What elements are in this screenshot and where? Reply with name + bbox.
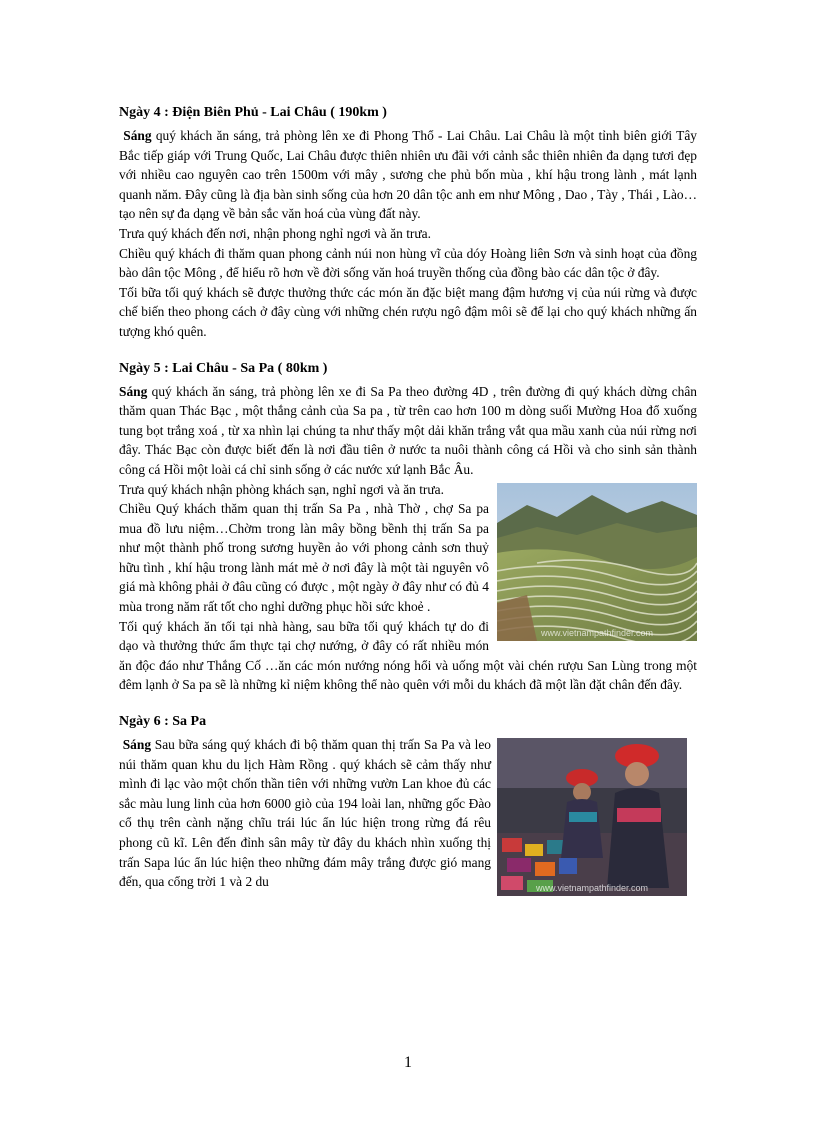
day-5-afternoon-paragraph: Chiều Quý khách thăm quan thị trấn Sa Pa , nhà Thờ , chợ Sa pa mua đồ lưu niệm…Chờm trong làn mây bồng bềnh thị trấn Sa pa như một thành phố trong sương huyền ảo với phong cảnh sơn thuỷ hữu tình , khí hậu trong lành mát mẻ ở nơi đây là một tài nguyên vô giá mà không phải ở đâu cũng có được , một ngày ở đây như có đủ 4 mùa trong năm rất tốt cho nghỉ dưỡng phục hồi sức khoẻ . — [119, 501, 489, 615]
photo-watermark: www.vietnampathfinder.com — [540, 627, 654, 638]
market-vendors-photo — [497, 738, 687, 896]
day-4-afternoon-paragraph: Chiều quý khách đi thăm quan phong cảnh núi non hùng vĩ của dóy Hoàng liên Sơn và sinh hoạt của đồng bào dân tộc Mông , để hiểu rõ hơn về đời sống văn hoá truyền thống của đồng bào các dân tộc ở đây. — [119, 245, 697, 281]
morning-label: Sáng — [119, 383, 148, 399]
day-6-title: Ngày 6 : Sa Pa — [119, 714, 207, 730]
day-6-morning-paragraph: Sáng Sau bữa sáng quý khách đi bộ thăm quan thị trấn Sa Pa và leo núi thăm quan khu du lịch Hàm Rồng . quý khách sẽ cảm thấy như mình đi lạc vào một chốn thần tiên với những vườn Lan khoe đủ các sắc màu lung linh của hơn 6000 giò của 194 loài lan, những gốc Đào cổ thụ trên cành nặng chĩu trái lúc ẩn lúc hiện trong rừng đá rêu phong cũ kĩ. Lên đến đỉnh sân mây từ đây du khách nhìn xuống thị trấn Sapa lúc ẩn lúc hiện theo những đám mây trắng được gió mang đến, qua cổng trời 1 và 2 du — [119, 737, 491, 890]
day-5-evening-paragraph: Tối quý khách ăn tối tại nhà hàng, sau bữa tối quý khách tự do đi dạo và thưởng thức ẩm thực tại chợ nướng, ở đây có rất nhiều món ăn độc đáo như Thắng Cố …ăn các món nướng nóng hổi và uống một vài chén rượu San Lùng trong một đêm lạnh ở Sa pa sẽ là những kỉ niệm không thể nào quên với mỗi du khách đã một lần đặt chân đến đây. — [119, 618, 697, 693]
rice-terraces-photo — [497, 483, 697, 641]
day-5-noon-paragraph: Trưa quý khách nhận phòng khách sạn, nghỉ ngơi và ăn trưa. — [119, 481, 444, 497]
morning-label: Sáng — [122, 737, 152, 753]
day-4-evening-paragraph: Tối bữa tối quý khách sẽ được thưởng thức các món ăn đặc biệt mang đậm hương vị của núi rừng và được chế biến theo phong cách ở đây cùng với những chén rượu ngô đậm môi sẽ để lại cho quý khách những ấn tượng khó quên. — [119, 284, 697, 339]
document-body — [119, 104, 697, 898]
day-4-title: Ngày 4 : Điện Biên Phủ - Lai Châu ( 190km ) — [119, 105, 387, 120]
day-6-section — [119, 713, 697, 892]
photo-watermark: www.vietnampathfinder.com — [535, 883, 649, 894]
page-number: 1 — [404, 1054, 412, 1071]
day-5-section — [119, 360, 697, 696]
day-4-section — [119, 104, 697, 342]
day-4-morning-paragraph: Sáng quý khách ăn sáng, trả phòng lên xe đi Phong Thổ - Lai Châu. Lai Châu là một tỉnh biên giới Tây Bắc tiếp giáp với Trung Quốc, Lai Châu được thiên nhiên ưu đãi với cảnh sắc thiên nhiên đa dạng tươi đẹp với nhiều cao nguyên cao trên 1500m với mây , sương che phủ bốn mùa , khí hậu trong lành , mát lạnh quanh năm. Đây cũng là địa bàn sinh sống của hơn 20 dân tộc anh em như Mông , Dao , Tày , Thái , Lào…tạo nên sự đa dạng về bản sắc văn hoá của vùng đất này. — [119, 128, 697, 222]
morning-label: Sáng — [123, 128, 152, 143]
day-5-morning-paragraph: Sáng quý khách ăn sáng, trả phòng lên xe đi Sa Pa theo đường 4D , trên đường đi quý khách dừng chân thăm quan Thác Bạc , một thắng cảnh của Sa pa , từ trên cao hơn 100 m dòng suối Mường Hoa đổ xuống tung bọt trắng xoá , từ xa nhìn lại chúng ta như thấy một dải khăn trắng vắt qua mầu xanh của núi rừng nơi đây. Thác Bạc còn được biết đến là nơi đầu tiên ở nước ta nuôi thành công cá Hồi và cho sinh sản thành công cá Hồi một loài cá chỉ sinh sống ở các nước xứ lạnh Bắc Âu. — [119, 383, 697, 477]
day-4-noon-paragraph: Trưa quý khách đến nơi, nhận phong nghỉ ngơi và ăn trưa. — [119, 225, 431, 241]
day-5-title: Ngày 5 : Lai Châu - Sa Pa ( 80km ) — [119, 360, 328, 376]
